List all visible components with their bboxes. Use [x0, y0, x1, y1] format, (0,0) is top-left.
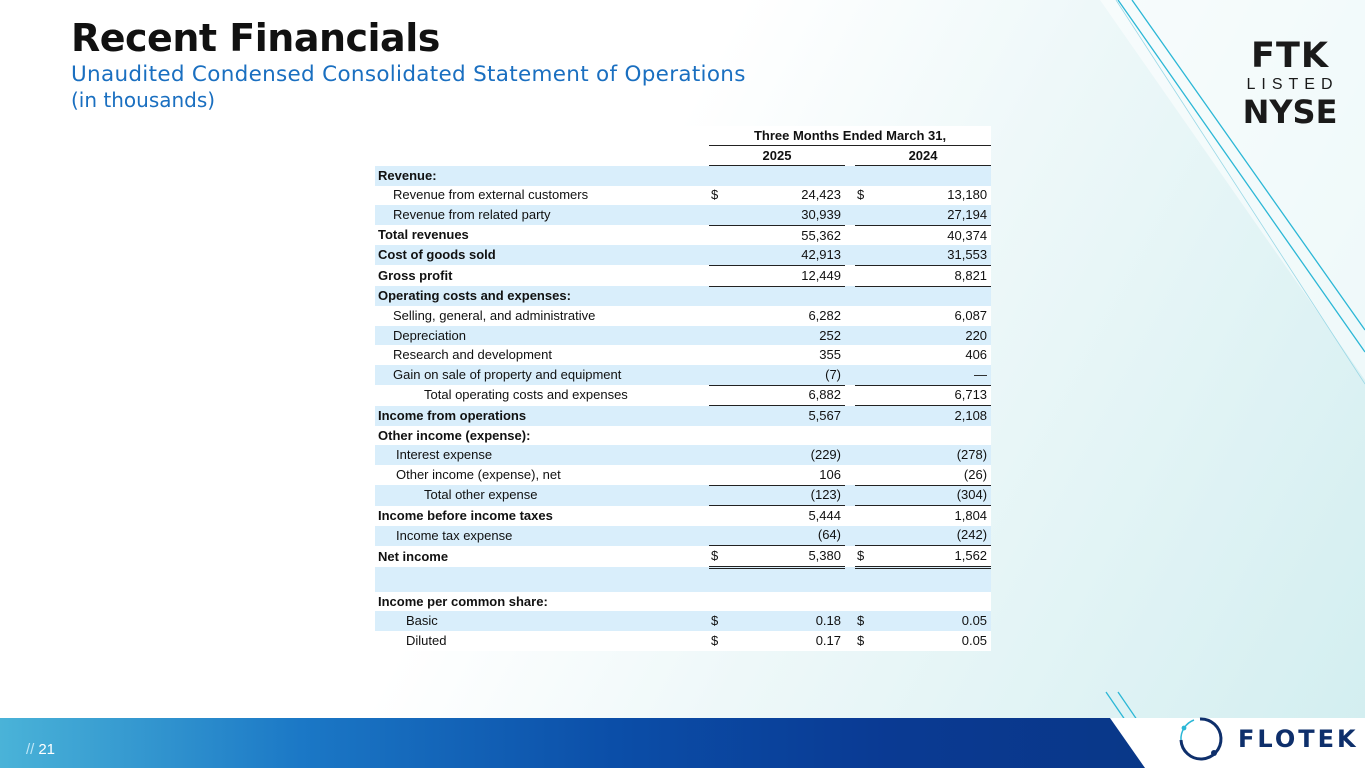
year-2024-header: 2024 [855, 146, 991, 166]
brand-name: FLOTEK [1238, 725, 1359, 753]
value-2024: 8,821 [871, 265, 991, 286]
currency-symbol: $ [709, 546, 725, 568]
row-label: Total other expense [375, 485, 709, 506]
value-2024: (304) [871, 485, 991, 506]
value-2024: (278) [871, 445, 991, 465]
value-2025: (7) [725, 365, 845, 385]
page-title: Recent Financials [71, 16, 440, 60]
value-2024: 220 [871, 326, 991, 346]
currency-symbol: $ [709, 631, 725, 651]
value-2024: 406 [871, 345, 991, 365]
row-label: Research and development [375, 345, 709, 365]
value-2025: (229) [725, 445, 845, 465]
currency-symbol: $ [855, 186, 871, 206]
value-2024: 6,713 [871, 385, 991, 406]
value-2025: (123) [725, 485, 845, 506]
flotek-ring-icon [1176, 716, 1226, 762]
value-2024: 31,553 [871, 245, 991, 265]
row-label: Depreciation [375, 326, 709, 346]
row-label: Cost of goods sold [375, 245, 709, 265]
value-2025: 252 [725, 326, 845, 346]
row-label: Income before income taxes [375, 506, 709, 526]
currency-symbol: $ [855, 611, 871, 631]
flotek-logo [1176, 716, 1359, 762]
row-label: Gross profit [375, 265, 709, 286]
listed-label: LISTED [1246, 76, 1339, 93]
value-2025: 5,567 [725, 406, 845, 426]
value-2024: 1,804 [871, 506, 991, 526]
currency-symbol: $ [855, 546, 871, 568]
value-2025: 24,423 [725, 186, 845, 206]
value-2025: 6,282 [725, 306, 845, 326]
ticker-symbol: FTK [1251, 36, 1329, 76]
value-2024: 0.05 [871, 611, 991, 631]
value-2024: 27,194 [871, 205, 991, 225]
row-label: Total revenues [375, 225, 709, 245]
value-2025: 5,444 [725, 506, 845, 526]
page-number-prefix: // [26, 741, 35, 758]
page-number [26, 741, 55, 758]
value-2024: 6,087 [871, 306, 991, 326]
year-2025-header: 2025 [709, 146, 845, 166]
units-note: (in thousands) [71, 88, 216, 112]
row-label: Basic [375, 611, 709, 631]
row-label: Total operating costs and expenses [375, 385, 709, 406]
page-subtitle: Unaudited Condensed Consolidated Statement of Operations [71, 62, 746, 87]
row-label: Revenue from related party [375, 205, 709, 225]
value-2024: (242) [871, 526, 991, 546]
value-2025: 106 [725, 465, 845, 485]
value-2025: 12,449 [725, 265, 845, 286]
value-2025: 0.17 [725, 631, 845, 651]
section-label: Other income (expense): [375, 426, 709, 446]
row-label: Diluted [375, 631, 709, 651]
value-2024: 0.05 [871, 631, 991, 651]
value-2025: (64) [725, 526, 845, 546]
currency-symbol: $ [855, 631, 871, 651]
value-2024: — [871, 365, 991, 385]
period-header: Three Months Ended March 31, [709, 126, 991, 146]
value-2024: 2,108 [871, 406, 991, 426]
value-2025: 30,939 [725, 205, 845, 225]
value-2024: (26) [871, 465, 991, 485]
page-number-value: 21 [38, 741, 56, 758]
row-label: Selling, general, and administrative [375, 306, 709, 326]
value-2024: 1,562 [871, 546, 991, 568]
row-label: Net income [375, 546, 709, 568]
section-label: Income per common share: [375, 592, 709, 612]
value-2024: 13,180 [871, 186, 991, 206]
value-2025: 6,882 [725, 385, 845, 406]
row-label: Gain on sale of property and equipment [375, 365, 709, 385]
value-2025: 55,362 [725, 225, 845, 245]
value-2025: 5,380 [725, 546, 845, 568]
row-label: Interest expense [375, 445, 709, 465]
row-label: Income from operations [375, 406, 709, 426]
currency-symbol: $ [709, 186, 725, 206]
row-label: Income tax expense [375, 526, 709, 546]
section-label: Operating costs and expenses: [375, 286, 709, 306]
row-label: Other income (expense), net [375, 465, 709, 485]
value-2025: 355 [725, 345, 845, 365]
section-label: Revenue: [375, 166, 709, 186]
value-2025: 0.18 [725, 611, 845, 631]
row-label: Revenue from external customers [375, 186, 709, 206]
exchange-name: NYSE [1242, 93, 1338, 131]
value-2025: 42,913 [725, 245, 845, 265]
value-2024: 40,374 [871, 225, 991, 245]
currency-symbol: $ [709, 611, 725, 631]
